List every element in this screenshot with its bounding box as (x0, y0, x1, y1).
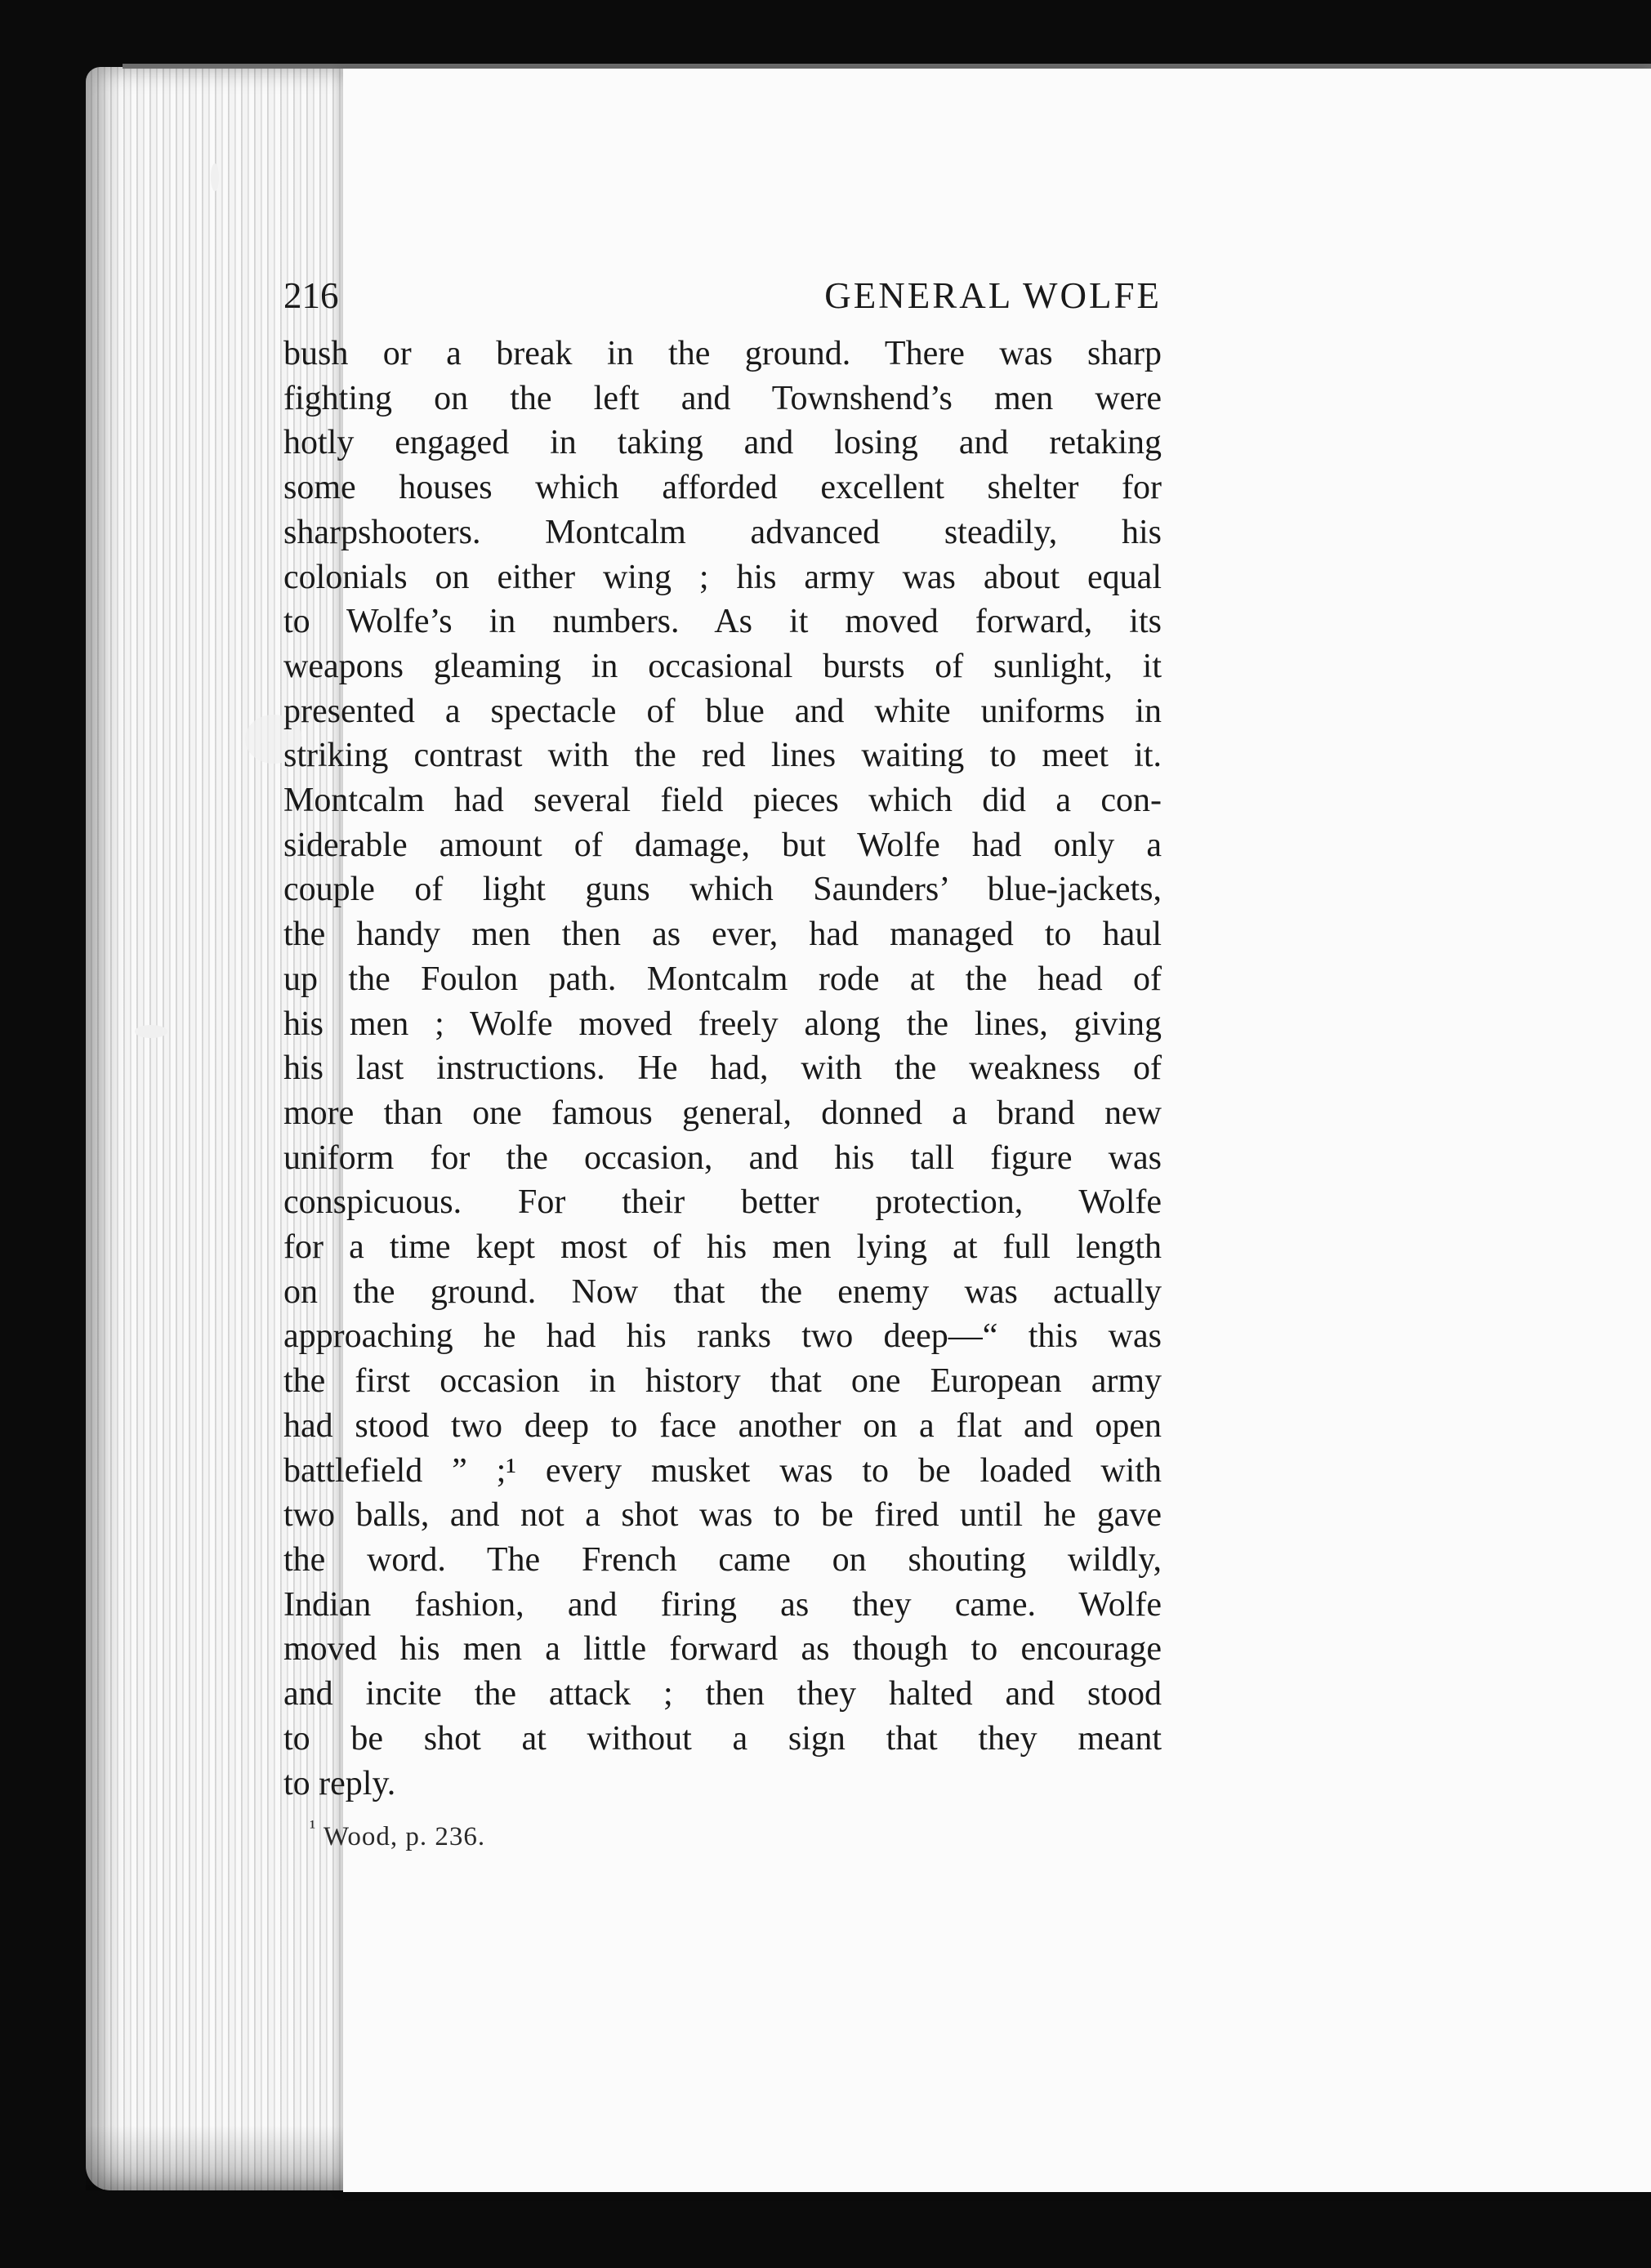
footnote-text: Wood, p. 236. (323, 1822, 486, 1852)
text-line: Montcalm had several field pieces which did a con- (283, 782, 1162, 820)
text-line: to Wolfe’s in numbers. As it moved forward, its (283, 603, 1162, 641)
text-line: conspicuous. For their better protection, Wolfe (283, 1183, 1162, 1222)
text-line: two balls, and not a shot was to be fired until he gave (283, 1496, 1162, 1535)
dust-speck (211, 163, 219, 191)
footnote (283, 1817, 1162, 1852)
text-line: his men ; Wolfe moved freely along the lines, giving (283, 1005, 1162, 1043)
running-title: GENERAL WOLFE (824, 275, 1162, 316)
text-line: siderable amount of damage, but Wolfe had only a (283, 826, 1162, 864)
text-line: battlefield ” ;¹ every musket was to be loaded with (283, 1451, 1162, 1490)
text-line: couple of light guns which Saunders’ blue-jackets, (283, 871, 1162, 909)
text-line: striking contrast with the red lines waiting to meet it. (283, 737, 1162, 775)
text-line: Indian fashion, and firing as they came. Wolfe (283, 1585, 1162, 1624)
text-line: to reply. (283, 1764, 396, 1802)
text-line: presented a spectacle of blue and white uniforms in (283, 692, 1162, 730)
text-line: on the ground. Now that the enemy was actually (283, 1272, 1162, 1311)
text-line: for a time kept most of his men lying at full length (283, 1228, 1162, 1267)
text-line: the first occasion in history that one European army (283, 1362, 1162, 1401)
running-head (283, 274, 1162, 317)
text-block (283, 274, 1162, 1852)
text-line: the handy men then as ever, had managed to haul (283, 916, 1162, 954)
text-line: colonials on either wing ; his army was about equal (283, 558, 1162, 596)
text-line: up the Foulon path. Montcalm rode at the head of (283, 960, 1162, 998)
text-line: some houses which afforded excellent shelter for (283, 469, 1162, 507)
page-number: 216 (283, 275, 339, 316)
text-line: approaching he had his ranks two deep—“ this was (283, 1317, 1162, 1356)
text-line: hotly engaged in taking and losing and retaking (283, 424, 1162, 462)
text-line: bush or a break in the ground. There was sharp (283, 335, 1162, 372)
text-line: more than one famous general, donned a brand new (283, 1094, 1162, 1132)
text-line: to be shot at without a sign that they meant (283, 1719, 1162, 1758)
text-line: sharpshooters. Montcalm advanced steadily, his (283, 513, 1162, 551)
text-line: the word. The French came on shouting wildly, (283, 1540, 1162, 1579)
text-line: fighting on the left and Townshend’s men were (283, 379, 1162, 417)
body-text (283, 332, 1162, 1806)
text-line: weapons gleaming in occasional bursts of sunlight, it (283, 647, 1162, 685)
text-line: moved his men a little forward as though to encourage (283, 1630, 1162, 1669)
text-line: his last instructions. He had, with the weakness of (283, 1049, 1162, 1088)
text-line: uniform for the occasion, and his tall figure was (283, 1138, 1162, 1177)
text-line: and incite the attack ; then they halted and stood (283, 1675, 1162, 1713)
footnote-marker: ¹ (310, 1817, 317, 1839)
text-line: had stood two deep to face another on a flat and open (283, 1406, 1162, 1445)
dust-speck (135, 1025, 167, 1038)
